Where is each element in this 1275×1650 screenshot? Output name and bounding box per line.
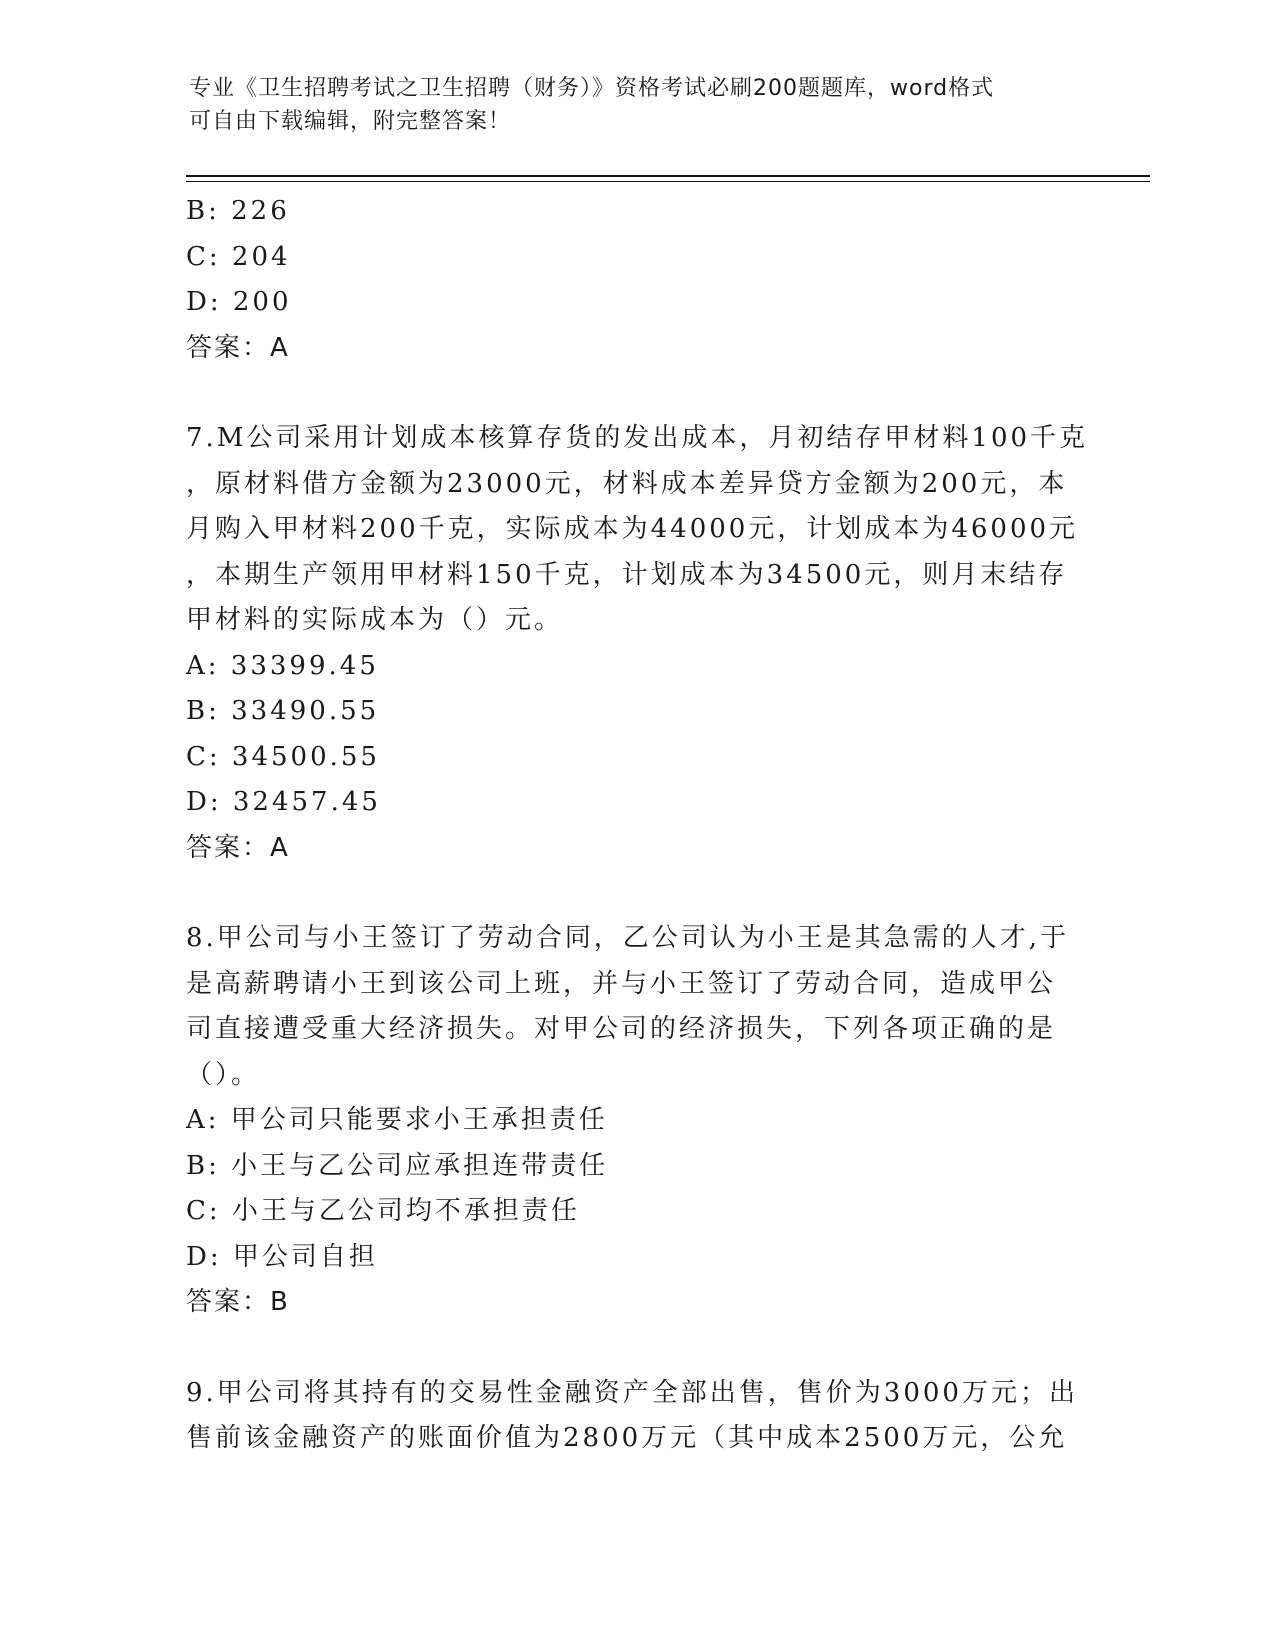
question-text-line: 是高薪聘请小王到该公司上班，并与小王签订了劳动合同，造成甲公 bbox=[186, 968, 1057, 999]
question-7 bbox=[186, 416, 1089, 871]
option-a: A: 甲公司只能要求小王承担责任 bbox=[186, 1105, 608, 1135]
answer: 答案：A bbox=[186, 832, 290, 863]
question-text-line: 售前该金融资产的账面价值为2800万元（其中成本2500万元，公允 bbox=[186, 1423, 1068, 1453]
question-text-line: 9.甲公司将其持有的交易性金融资产全部出售，售价为3000万元；出 bbox=[186, 1377, 1078, 1408]
question-text-line: 7.M公司采用计划成本核算存货的发出成本，月初结存甲材料100千克 bbox=[186, 423, 1089, 453]
option-d: D: 200 bbox=[186, 287, 292, 317]
question-text-line: ，原材料借方金额为23000元，材料成本差异贷方金额为200元，本 bbox=[186, 468, 1068, 499]
header-rule-thick bbox=[186, 175, 1150, 177]
question-text-line: 甲材料的实际成本为（）元。 bbox=[186, 605, 564, 635]
question-9 bbox=[186, 1371, 1086, 1462]
option-c: C: 小王与乙公司均不承担责任 bbox=[186, 1196, 580, 1226]
option-d: D: 甲公司自担 bbox=[186, 1241, 378, 1272]
option-d: D: 32457.45 bbox=[186, 787, 381, 817]
document-body bbox=[186, 189, 1089, 1462]
answer: 答案：A bbox=[186, 332, 290, 363]
header-title-line-1: 专业《卫生招聘考试之卫生招聘（财务）》资格考试必刷200题题库，word格式 bbox=[189, 76, 995, 101]
option-c: C: 204 bbox=[186, 241, 291, 272]
option-b: B: 33490.55 bbox=[186, 696, 380, 726]
question-text-line: 司直接遭受重大经济损失。对甲公司的经济损失，下列各项正确的是 bbox=[186, 1014, 1057, 1044]
header-title-line-2: 可自由下载编辑，附完整答案！ bbox=[189, 109, 512, 134]
document-header bbox=[189, 72, 1069, 138]
question-text-line: （）。 bbox=[186, 1059, 261, 1090]
answer: 答案：B bbox=[186, 1287, 290, 1317]
prev-question-tail bbox=[186, 189, 1086, 371]
question-text-line: ，本期生产领用甲材料150千克，计划成本为34500元，则月末结存 bbox=[186, 559, 1068, 590]
option-c: C: 34500.55 bbox=[186, 741, 380, 772]
question-8 bbox=[186, 916, 1086, 1326]
option-b: B: 小王与乙公司应承担连带责任 bbox=[186, 1150, 609, 1181]
option-a: A: 33399.45 bbox=[186, 650, 379, 681]
option-b: B: 226 bbox=[186, 196, 290, 226]
question-text-line: 8.甲公司与小王签订了劳动合同，乙公司认为小王是其急需的人才,于 bbox=[186, 923, 1070, 953]
header-rule-thin bbox=[186, 181, 1150, 182]
question-text-line: 月购入甲材料200千克，实际成本为44000元，计划成本为46000元 bbox=[186, 514, 1079, 544]
